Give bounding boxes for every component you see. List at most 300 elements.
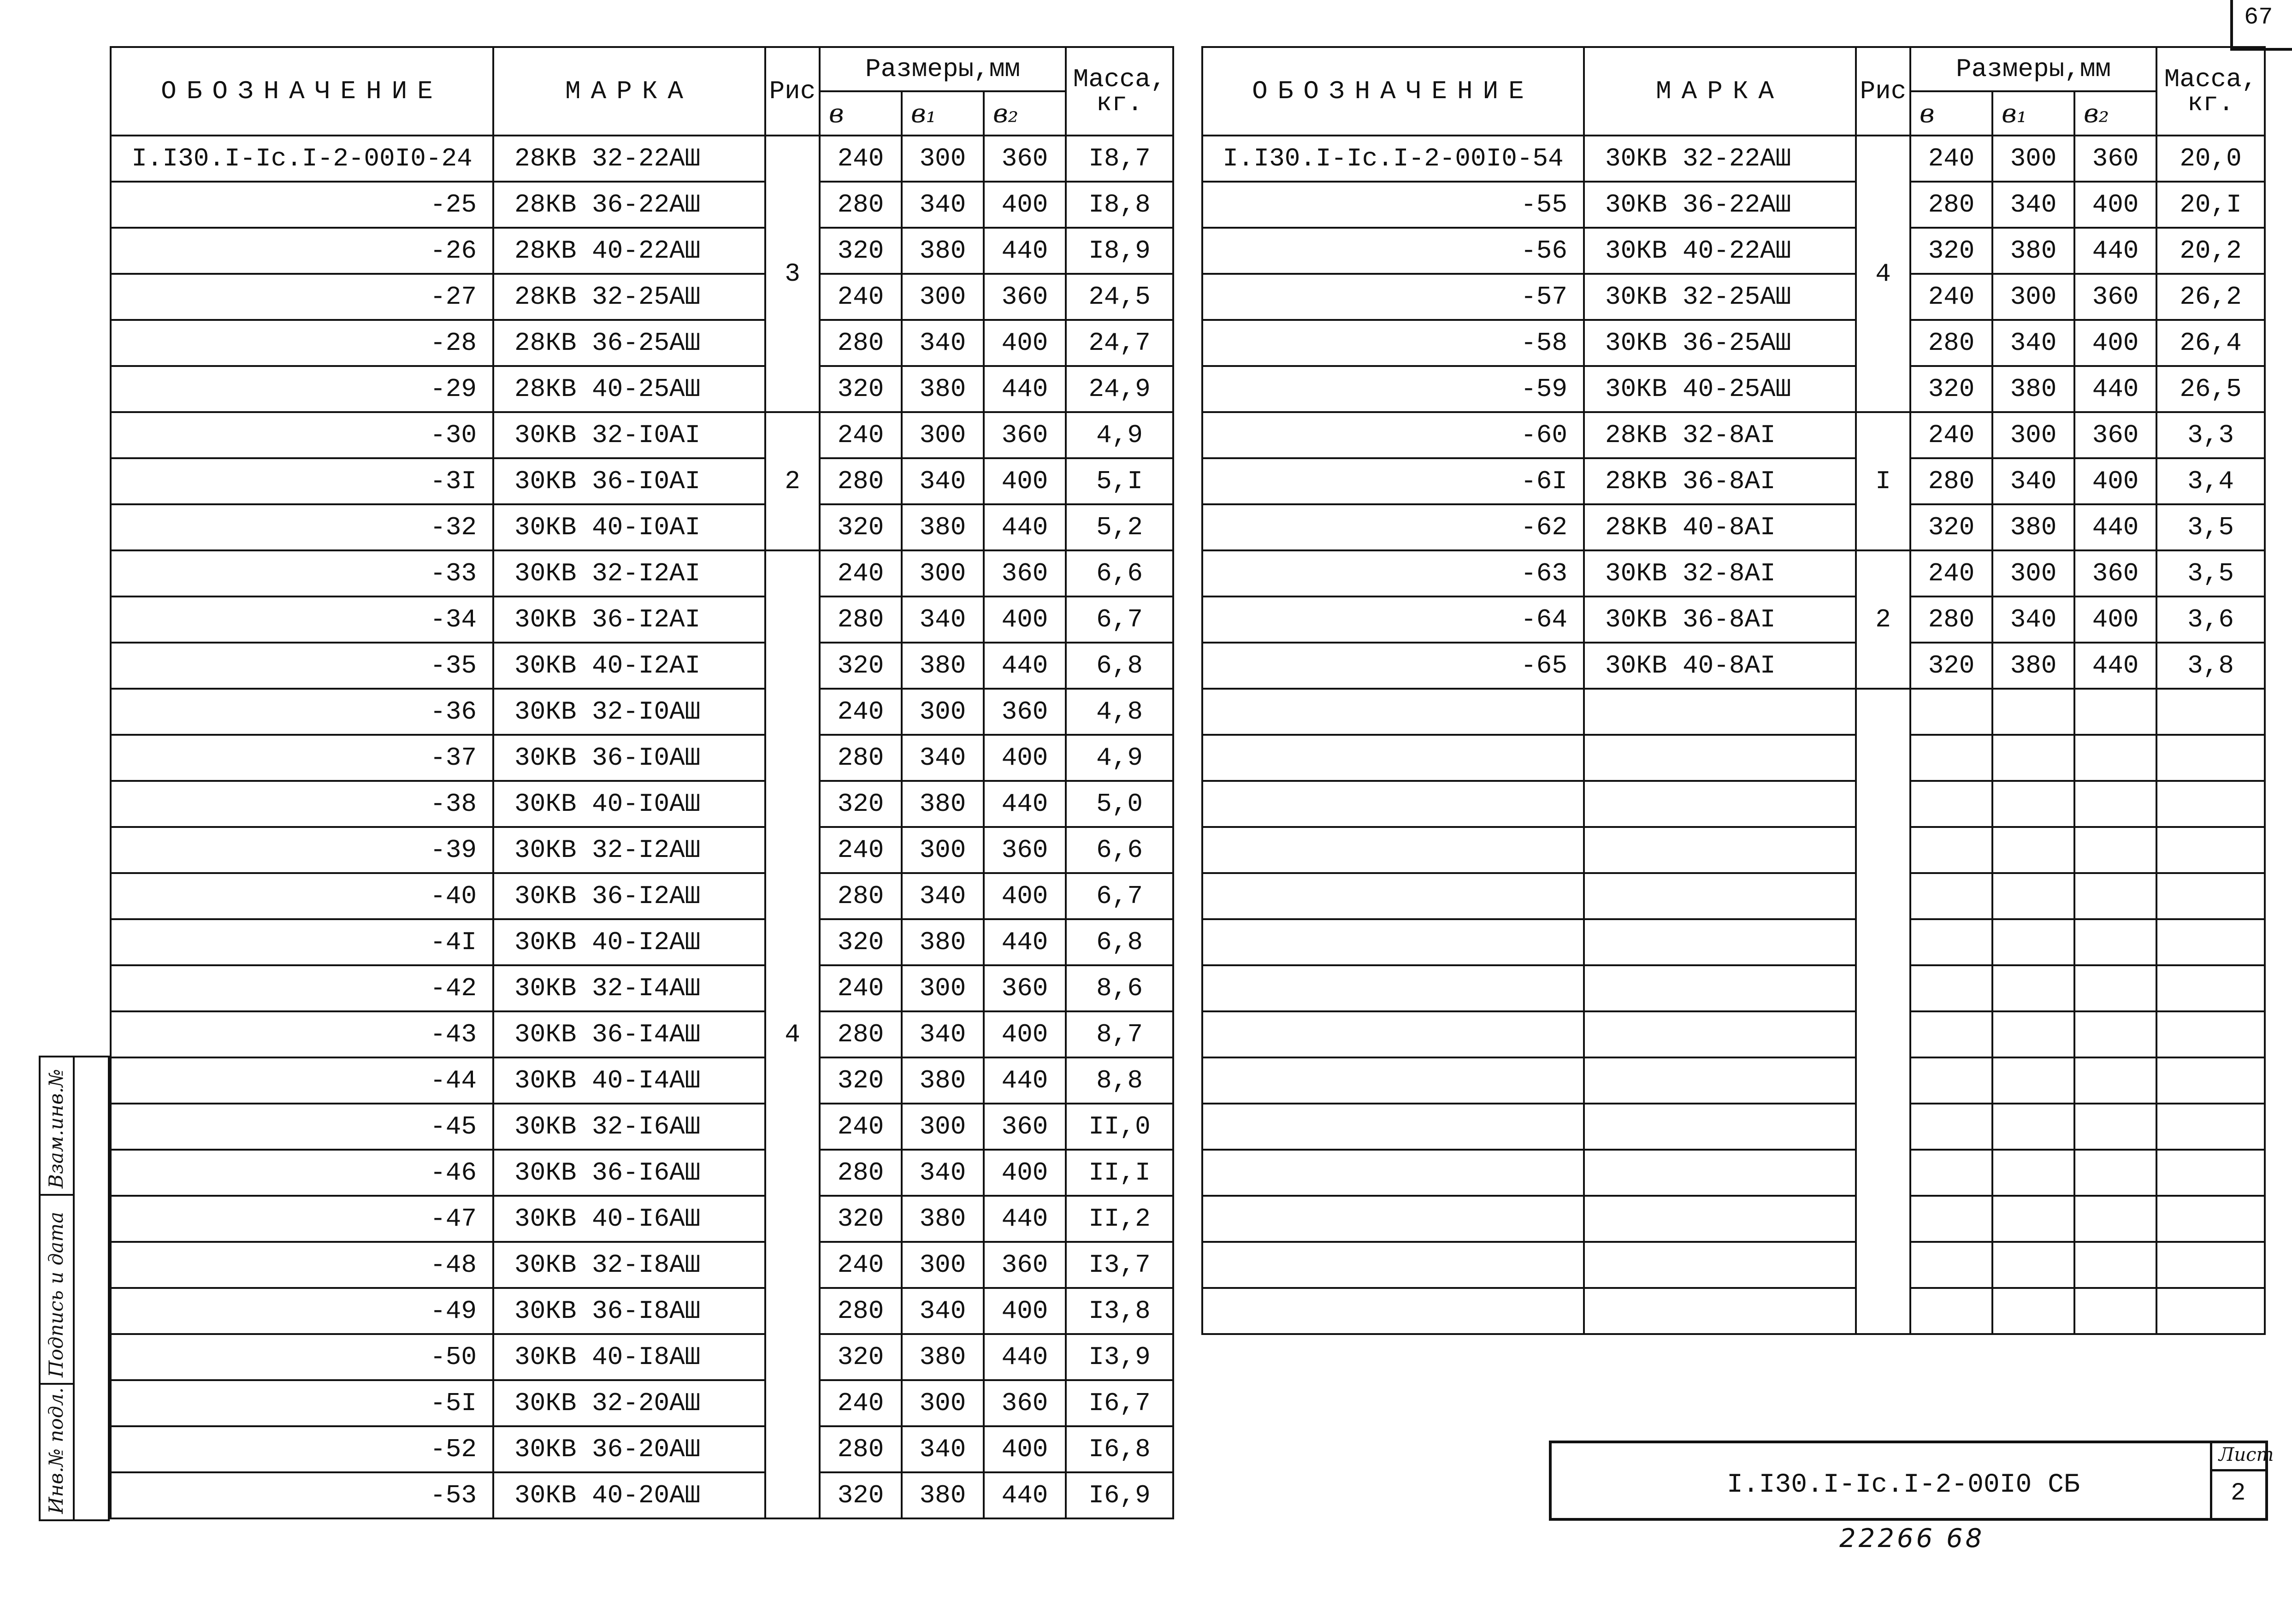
table-row: [111, 274, 1173, 320]
mass-cell: 3,3: [2156, 412, 2265, 458]
mass-cell: [2156, 689, 2265, 735]
size-b1-cell: 380: [902, 643, 984, 689]
table-row: [111, 320, 1173, 366]
designation-cell: -33: [111, 550, 493, 596]
table-row: [111, 965, 1173, 1011]
size-b-cell: 280: [820, 596, 902, 643]
mass-cell: 4,9: [1066, 412, 1173, 458]
mass-cell: 5,0: [1066, 781, 1173, 827]
designation-cell: -29: [111, 366, 493, 412]
mark-cell: 30КВ 36-I0АШ: [493, 735, 765, 781]
mass-cell: 8,7: [1066, 1011, 1173, 1057]
table-row: [111, 550, 1173, 596]
size-b-cell: [1910, 735, 1992, 781]
mass-cell: 26,2: [2156, 274, 2265, 320]
size-b1-cell: 380: [902, 1057, 984, 1104]
size-b-cell: 320: [1910, 504, 1992, 550]
size-b1-cell: 340: [902, 1150, 984, 1196]
size-b-cell: 280: [820, 458, 902, 504]
size-b1-cell: 300: [902, 689, 984, 735]
size-b1-cell: 300: [902, 274, 984, 320]
size-b-cell: 240: [1910, 136, 1992, 182]
designation-cell: [1202, 1196, 1584, 1242]
mark-cell: [1584, 1288, 1856, 1334]
mass-cell: I6,8: [1066, 1426, 1173, 1472]
designation-cell: [1202, 781, 1584, 827]
blank-row: [1202, 1104, 2265, 1150]
size-b-cell: 280: [820, 1288, 902, 1334]
size-b-cell: 240: [820, 412, 902, 458]
header-designation: ОБОЗНАЧЕНИЕ: [111, 47, 493, 136]
mass-cell: II,I: [1066, 1150, 1173, 1196]
mark-cell: [1584, 827, 1856, 873]
mark-cell: 28КВ 40-8АI: [1584, 504, 1856, 550]
size-b2-cell: 400: [984, 182, 1066, 228]
figure-cell: [1856, 689, 1910, 1334]
size-b2-cell: [2074, 1057, 2156, 1104]
mass-cell: [2156, 781, 2265, 827]
mark-cell: 30КВ 40-I8АШ: [493, 1334, 765, 1380]
designation-cell: -55: [1202, 182, 1584, 228]
size-b-cell: 320: [820, 366, 902, 412]
size-b1-cell: 340: [902, 1011, 984, 1057]
table-row: [111, 182, 1173, 228]
size-b-cell: [1910, 919, 1992, 965]
mass-cell: 24,7: [1066, 320, 1173, 366]
designation-cell: -4I: [111, 919, 493, 965]
mark-cell: [1584, 873, 1856, 919]
mark-cell: 30КВ 36-I4АШ: [493, 1011, 765, 1057]
size-b-cell: 240: [820, 550, 902, 596]
table-row: [111, 596, 1173, 643]
size-b-cell: [1910, 1104, 1992, 1150]
mark-cell: 30КВ 32-I4АШ: [493, 965, 765, 1011]
size-b2-cell: 440: [984, 1196, 1066, 1242]
size-b-cell: 240: [1910, 412, 1992, 458]
size-b1-cell: 380: [902, 1472, 984, 1518]
designation-cell: -37: [111, 735, 493, 781]
header-mass-line2: кг.: [1096, 89, 1143, 118]
size-b-cell: 320: [820, 919, 902, 965]
designation-cell: [1202, 689, 1584, 735]
size-b2-cell: 360: [984, 689, 1066, 735]
size-b1-cell: 300: [902, 1380, 984, 1426]
size-b2-cell: 360: [984, 274, 1066, 320]
size-b2-cell: 440: [984, 643, 1066, 689]
size-b-cell: 280: [1910, 182, 1992, 228]
table-row: [111, 1104, 1173, 1150]
size-b2-cell: 440: [2074, 504, 2156, 550]
size-b-cell: 280: [820, 320, 902, 366]
size-b-cell: [1910, 1288, 1992, 1334]
stamp-inv-original: [41, 1385, 73, 1519]
size-b-cell: 240: [820, 274, 902, 320]
size-b1-cell: 340: [1992, 596, 2074, 643]
mass-cell: [2156, 1242, 2265, 1288]
size-b1-cell: 380: [902, 366, 984, 412]
table-row: [111, 1196, 1173, 1242]
size-b-cell: [1910, 1242, 1992, 1288]
mass-cell: I6,9: [1066, 1472, 1173, 1518]
mark-cell: 30КВ 32-I0АШ: [493, 689, 765, 735]
size-b-cell: 320: [820, 1196, 902, 1242]
stamp-divider: [73, 1057, 75, 1519]
size-b1-cell: 340: [902, 873, 984, 919]
size-b2-cell: 400: [984, 1288, 1066, 1334]
mass-cell: I3,9: [1066, 1334, 1173, 1380]
size-b-cell: 240: [820, 689, 902, 735]
blank-row: [1202, 1196, 2265, 1242]
size-b2-cell: 360: [984, 1380, 1066, 1426]
size-b2-cell: [2074, 1242, 2156, 1288]
blank-row: [1202, 919, 2265, 965]
table-row: [111, 1242, 1173, 1288]
mass-cell: I8,9: [1066, 228, 1173, 274]
designation-cell: -46: [111, 1150, 493, 1196]
size-b2-cell: [2074, 781, 2156, 827]
blank-row: [1202, 1057, 2265, 1104]
blank-row: [1202, 827, 2265, 873]
mass-cell: 6,6: [1066, 827, 1173, 873]
designation-cell: -26: [111, 228, 493, 274]
designation-cell: -28: [111, 320, 493, 366]
header-mass-line2: кг.: [2187, 89, 2234, 118]
size-b1-cell: [1992, 1011, 2074, 1057]
size-b2-cell: [2074, 689, 2156, 735]
stamp-inv-original-label: Инв.№ подл.: [45, 1387, 67, 1514]
table-row: [111, 689, 1173, 735]
mass-cell: 26,5: [2156, 366, 2265, 412]
size-b-cell: 240: [820, 136, 902, 182]
left-table-body: [111, 136, 1173, 1518]
designation-cell: [1202, 1150, 1584, 1196]
mark-cell: 30КВ 40-I4АШ: [493, 1057, 765, 1104]
designation-cell: -49: [111, 1288, 493, 1334]
table-row: [111, 873, 1173, 919]
size-b1-cell: 340: [1992, 320, 2074, 366]
figure-cell: 3: [765, 136, 820, 412]
size-b2-cell: 440: [2074, 643, 2156, 689]
table-row: [1202, 182, 2265, 228]
header-mass-line1: Масса,: [2164, 65, 2257, 94]
mark-cell: 30КВ 40-22АШ: [1584, 228, 1856, 274]
mass-cell: [2156, 1150, 2265, 1196]
size-b1-cell: 340: [902, 596, 984, 643]
designation-cell: [1202, 965, 1584, 1011]
designation-cell: [1202, 1242, 1584, 1288]
table-row: [111, 1150, 1173, 1196]
designation-cell: -48: [111, 1242, 493, 1288]
size-b1-cell: [1992, 1242, 2074, 1288]
size-b-cell: 280: [820, 1150, 902, 1196]
size-b2-cell: 400: [984, 320, 1066, 366]
mass-cell: I8,8: [1066, 182, 1173, 228]
size-b1-cell: 300: [902, 550, 984, 596]
size-b-cell: 320: [820, 643, 902, 689]
designation-cell: -60: [1202, 412, 1584, 458]
designation-cell: -32: [111, 504, 493, 550]
table-row: [1202, 550, 2265, 596]
size-b1-cell: 380: [902, 781, 984, 827]
mark-cell: [1584, 1104, 1856, 1150]
table-row: [1202, 320, 2265, 366]
mark-cell: [1584, 735, 1856, 781]
size-b2-cell: 360: [984, 1242, 1066, 1288]
size-b1-cell: [1992, 1150, 2074, 1196]
header-designation: ОБОЗНАЧЕНИЕ: [1202, 47, 1584, 136]
mark-cell: 30КВ 40-20АШ: [493, 1472, 765, 1518]
designation-cell: -36: [111, 689, 493, 735]
table-row: [1202, 274, 2265, 320]
size-b1-cell: 340: [902, 1288, 984, 1334]
mass-cell: 20,I: [2156, 182, 2265, 228]
mass-cell: 20,0: [2156, 136, 2265, 182]
size-b-cell: 240: [820, 1242, 902, 1288]
mass-cell: 20,2: [2156, 228, 2265, 274]
size-b1-cell: 380: [902, 1196, 984, 1242]
mass-cell: 5,I: [1066, 458, 1173, 504]
mark-cell: 30КВ 32-I6АШ: [493, 1104, 765, 1150]
size-b1-cell: 380: [1992, 504, 2074, 550]
blank-row: [1202, 781, 2265, 827]
mark-cell: 30КВ 36-8АI: [1584, 596, 1856, 643]
mass-cell: 24,5: [1066, 274, 1173, 320]
size-b1-cell: 340: [1992, 458, 2074, 504]
size-b2-cell: 400: [2074, 596, 2156, 643]
size-b-cell: 320: [820, 228, 902, 274]
size-b-cell: 280: [820, 1011, 902, 1057]
size-b2-cell: [2074, 1011, 2156, 1057]
size-b2-cell: [2074, 1196, 2156, 1242]
size-b2-cell: 360: [984, 965, 1066, 1011]
mass-cell: [2156, 873, 2265, 919]
size-b2-cell: [2074, 1288, 2156, 1334]
mark-cell: 30КВ 32-8АI: [1584, 550, 1856, 596]
mass-cell: 4,9: [1066, 735, 1173, 781]
size-b1-cell: 380: [1992, 643, 2074, 689]
mass-cell: I3,7: [1066, 1242, 1173, 1288]
designation-cell: -27: [111, 274, 493, 320]
mark-cell: 30КВ 40-I2АШ: [493, 919, 765, 965]
mass-cell: 8,8: [1066, 1057, 1173, 1104]
mark-cell: 28КВ 32-8АI: [1584, 412, 1856, 458]
designation-cell: -65: [1202, 643, 1584, 689]
size-b-cell: [1910, 827, 1992, 873]
size-b1-cell: [1992, 873, 2074, 919]
mark-cell: 30КВ 40-I0АI: [493, 504, 765, 550]
size-b1-cell: 340: [902, 458, 984, 504]
designation-cell: -42: [111, 965, 493, 1011]
header-figure: Рис: [765, 47, 820, 136]
blank-row: [1202, 1242, 2265, 1288]
blank-row: [1202, 735, 2265, 781]
size-b1-cell: 300: [902, 965, 984, 1011]
size-b-cell: [1910, 1057, 1992, 1104]
header-sizes: Размеры,мм: [1910, 47, 2156, 91]
mass-cell: 24,9: [1066, 366, 1173, 412]
sheet-label: Лист: [2219, 1444, 2274, 1465]
figure-cell: 2: [765, 412, 820, 550]
size-b-cell: [1910, 1011, 1992, 1057]
size-b1-cell: 300: [902, 136, 984, 182]
size-b1-cell: 300: [1992, 550, 2074, 596]
mass-cell: [2156, 919, 2265, 965]
mass-cell: [2156, 1196, 2265, 1242]
blank-row: [1202, 873, 2265, 919]
mass-cell: 6,8: [1066, 643, 1173, 689]
table-row: [1202, 596, 2265, 643]
mark-cell: 30КВ 40-25АШ: [1584, 366, 1856, 412]
mass-cell: 4,8: [1066, 689, 1173, 735]
size-b2-cell: [2074, 1150, 2156, 1196]
size-b2-cell: 360: [984, 827, 1066, 873]
size-b2-cell: [2074, 1104, 2156, 1150]
size-b2-cell: 440: [984, 781, 1066, 827]
size-b1-cell: 300: [1992, 412, 2074, 458]
designation-cell: -43: [111, 1011, 493, 1057]
size-b2-cell: 400: [984, 873, 1066, 919]
designation-cell: -63: [1202, 550, 1584, 596]
size-b2-cell: 440: [2074, 228, 2156, 274]
mark-cell: 30КВ 32-I2АШ: [493, 827, 765, 873]
mark-cell: 28КВ 36-22АШ: [493, 182, 765, 228]
table-row: [1202, 643, 2265, 689]
designation-cell: -59: [1202, 366, 1584, 412]
document-code: I.I30.I-Ic.I-2-00I0 СБ: [1727, 1470, 2080, 1500]
mass-cell: 6,7: [1066, 873, 1173, 919]
designation-cell: -56: [1202, 228, 1584, 274]
approval-stamp: [39, 1056, 110, 1521]
table-row: [111, 643, 1173, 689]
table-row: [111, 136, 1173, 182]
mark-cell: 30КВ 40-I2АI: [493, 643, 765, 689]
mark-cell: 30КВ 36-I2АШ: [493, 873, 765, 919]
designation-cell: -40: [111, 873, 493, 919]
table-row: [111, 1426, 1173, 1472]
table-row: [111, 1057, 1173, 1104]
header-b: в: [1910, 91, 1992, 136]
size-b1-cell: [1992, 919, 2074, 965]
size-b-cell: 240: [1910, 274, 1992, 320]
designation-cell: -53: [111, 1472, 493, 1518]
size-b1-cell: [1992, 1196, 2074, 1242]
table-row: [1202, 228, 2265, 274]
mass-cell: 3,6: [2156, 596, 2265, 643]
blank-row: [1202, 1288, 2265, 1334]
mark-cell: 30КВ 36-22АШ: [1584, 182, 1856, 228]
size-b1-cell: [1992, 965, 2074, 1011]
designation-cell: -47: [111, 1196, 493, 1242]
designation-cell: -44: [111, 1057, 493, 1104]
mass-cell: [2156, 965, 2265, 1011]
designation-cell: [1202, 735, 1584, 781]
mass-cell: I6,7: [1066, 1380, 1173, 1426]
size-b2-cell: 400: [984, 1426, 1066, 1472]
table-row: [1202, 504, 2265, 550]
size-b2-cell: 400: [2074, 182, 2156, 228]
size-b2-cell: [2074, 919, 2156, 965]
size-b-cell: [1910, 1150, 1992, 1196]
mark-cell: [1584, 965, 1856, 1011]
size-b2-cell: 400: [984, 596, 1066, 643]
mark-cell: 30КВ 36-I6АШ: [493, 1150, 765, 1196]
mass-cell: 8,6: [1066, 965, 1173, 1011]
size-b1-cell: [1992, 827, 2074, 873]
left-spec-table: [110, 46, 1174, 1519]
size-b1-cell: 300: [1992, 136, 2074, 182]
size-b1-cell: 340: [902, 182, 984, 228]
figure-cell: 4: [765, 550, 820, 1518]
size-b2-cell: 400: [984, 1150, 1066, 1196]
table-row: [1202, 366, 2265, 412]
size-b-cell: 240: [1910, 550, 1992, 596]
figure-cell: 2: [1856, 550, 1910, 689]
mark-cell: [1584, 1057, 1856, 1104]
size-b2-cell: 360: [2074, 274, 2156, 320]
size-b-cell: 320: [1910, 228, 1992, 274]
designation-cell: -50: [111, 1334, 493, 1380]
header-b1: в₁: [902, 91, 984, 136]
designation-cell: -35: [111, 643, 493, 689]
designation-cell: -30: [111, 412, 493, 458]
size-b1-cell: 300: [1992, 274, 2074, 320]
figure-cell: 4: [1856, 136, 1910, 412]
size-b1-cell: 380: [1992, 366, 2074, 412]
table-row: [111, 735, 1173, 781]
designation-cell: [1202, 1288, 1584, 1334]
mass-cell: 26,4: [2156, 320, 2265, 366]
stamp-signature-date: [41, 1196, 73, 1385]
header-mass: [1066, 47, 1173, 136]
size-b2-cell: 400: [984, 458, 1066, 504]
size-b2-cell: 360: [2074, 550, 2156, 596]
size-b-cell: 320: [1910, 643, 1992, 689]
designation-cell: -62: [1202, 504, 1584, 550]
table-row: [111, 228, 1173, 274]
table-row: [1202, 458, 2265, 504]
table-row: [111, 458, 1173, 504]
designation-cell: -52: [111, 1426, 493, 1472]
size-b-cell: 240: [820, 1380, 902, 1426]
size-b1-cell: 300: [902, 412, 984, 458]
size-b2-cell: 440: [984, 504, 1066, 550]
mark-cell: 28КВ 36-8АI: [1584, 458, 1856, 504]
mass-cell: [2156, 1288, 2265, 1334]
size-b1-cell: 340: [902, 320, 984, 366]
table-row: [111, 1011, 1173, 1057]
size-b-cell: [1910, 965, 1992, 1011]
mark-cell: 30КВ 36-I0АI: [493, 458, 765, 504]
table-row: [111, 827, 1173, 873]
header-mark: МАРКА: [493, 47, 765, 136]
mass-cell: 6,8: [1066, 919, 1173, 965]
mark-cell: 28КВ 32-22АШ: [493, 136, 765, 182]
stamp-signature-date-label: Подпись и дата: [45, 1211, 67, 1377]
size-b1-cell: 300: [902, 1104, 984, 1150]
mark-cell: [1584, 919, 1856, 965]
size-b1-cell: 340: [902, 735, 984, 781]
table-row: [111, 412, 1173, 458]
designation-cell: -25: [111, 182, 493, 228]
mark-cell: 30КВ 40-8АI: [1584, 643, 1856, 689]
designation-cell: [1202, 1104, 1584, 1150]
size-b-cell: 280: [820, 182, 902, 228]
size-b-cell: [1910, 873, 1992, 919]
size-b2-cell: [2074, 735, 2156, 781]
size-b-cell: [1910, 1196, 1992, 1242]
size-b2-cell: 360: [984, 412, 1066, 458]
size-b1-cell: [1992, 781, 2074, 827]
